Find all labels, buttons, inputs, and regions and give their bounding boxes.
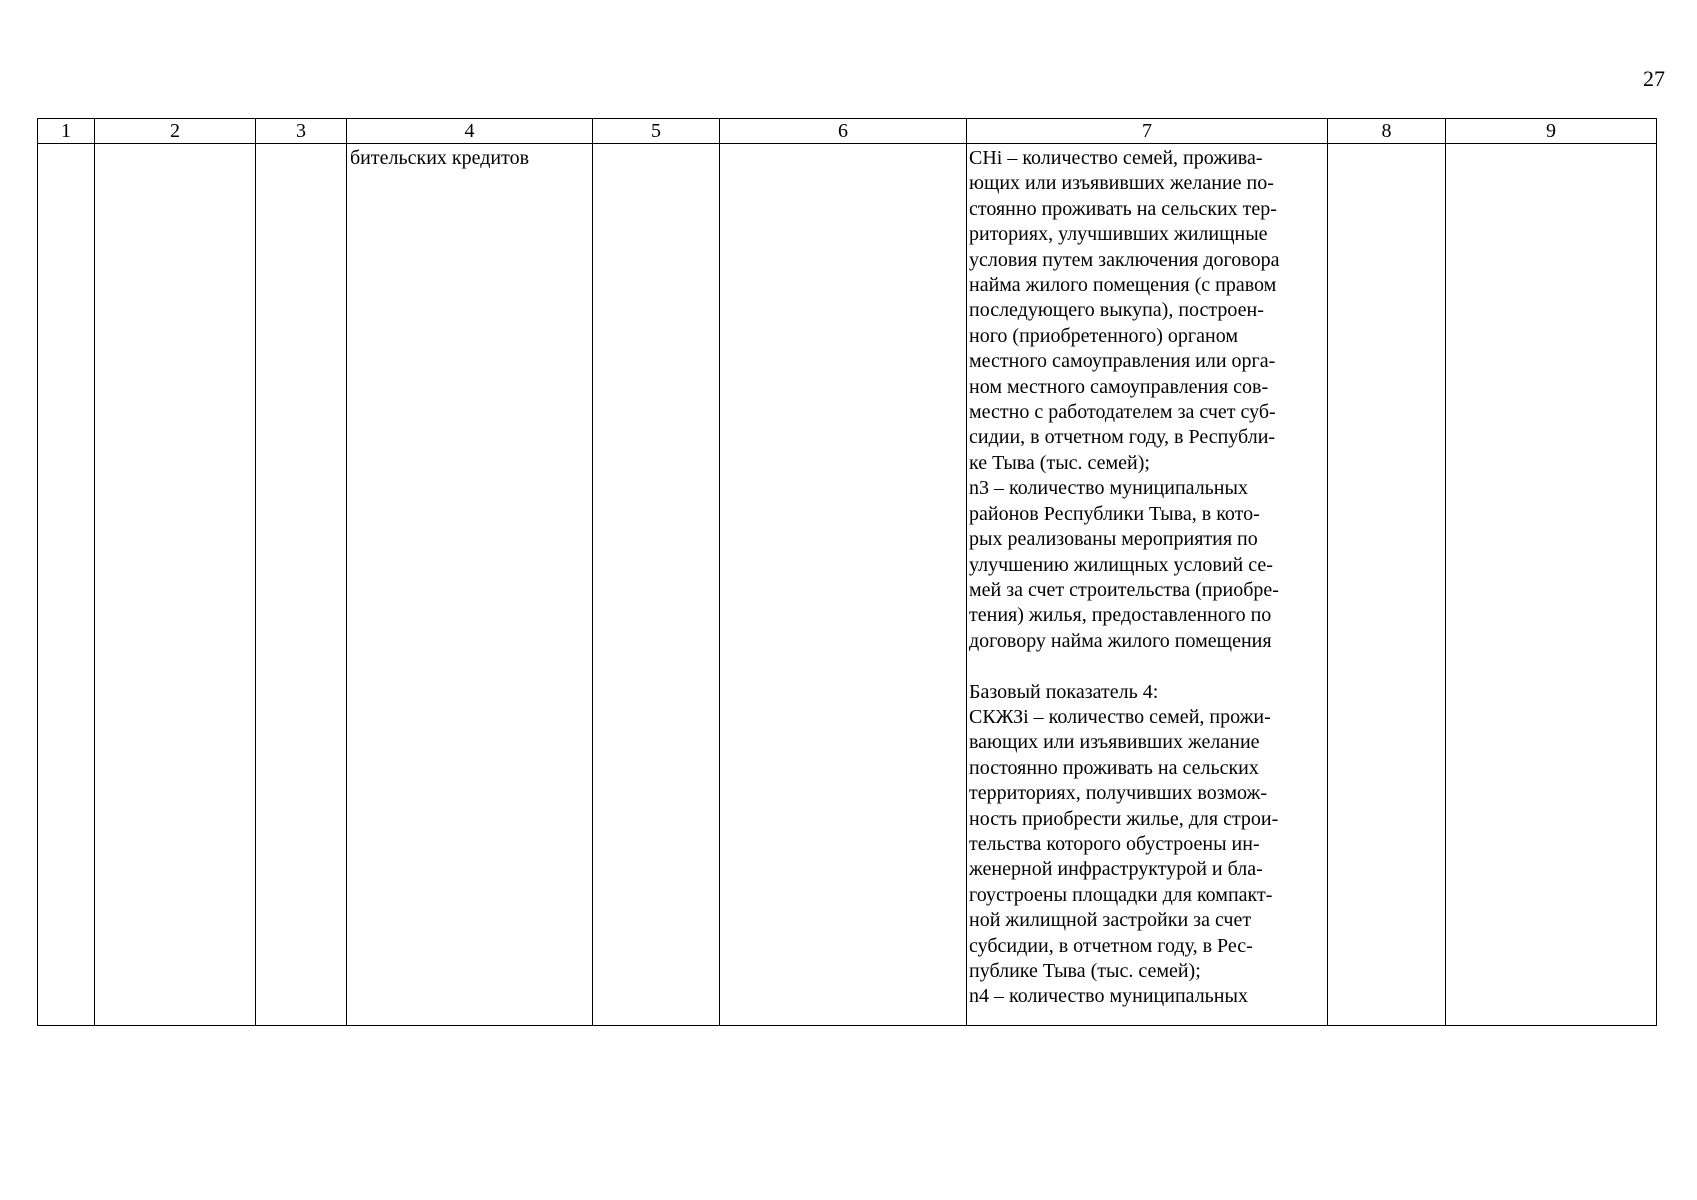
cell-col-4-text: бительских кредитов	[350, 147, 530, 169]
column-header-7: 7	[967, 119, 1328, 144]
column-header-3: 3	[256, 119, 347, 144]
table-row	[38, 144, 1657, 1026]
cell-col-5-text	[593, 144, 719, 146]
cell-col-2	[95, 144, 256, 1026]
column-header-2: 2	[95, 119, 256, 144]
cell-col-5	[593, 144, 720, 1026]
cell-col-9	[1446, 144, 1657, 1026]
cell-col-1-text	[38, 144, 94, 146]
cell-col-1	[38, 144, 95, 1026]
column-header-1: 1	[38, 119, 95, 144]
header-row	[38, 119, 1657, 144]
page-number: 27	[1643, 66, 1665, 91]
indicator-table	[37, 118, 1657, 1026]
cell-col-2-text	[95, 144, 255, 146]
column-header-4: 4	[347, 119, 593, 144]
column-header-5: 5	[593, 119, 720, 144]
cell-col-4	[347, 144, 593, 1026]
column-header-9: 9	[1446, 119, 1657, 144]
cell-col-9-text	[1446, 144, 1656, 146]
cell-col-6	[720, 144, 967, 1026]
cell-col-8-text	[1328, 144, 1445, 146]
cell-col-3	[256, 144, 347, 1026]
column-header-6: 6	[720, 119, 967, 144]
column-header-8: 8	[1328, 119, 1446, 144]
cell-col-7	[967, 144, 1328, 1026]
cell-col-3-text	[256, 144, 346, 146]
cell-col-8	[1328, 144, 1446, 1026]
cell-col-6-text	[720, 144, 966, 146]
cell-col-7-text: СНi – количество семей, прожива- ющих или изъявивших желание по- стоянно проживать на сельских тер- риториях, улучшивших жилищные условия путем заключения договора найма жилого помещения (с правом последующего выкупа), построен- ного (приобретенного) органом местного самоуправления или орга- ном местного самоуправления сов- местно с работодателем за счет суб- сидии, в отчетном году, в Республи- ке Тыва (тыс. семей); n3 – количество муниципальных районов Республики Тыва, в кото- рых реализованы мероприятия по улучшению жилищных условий се- мей за счет строительства (приобре- тения) жилья, предоставленного по договору найма жилого помещения Базовый показатель 4: СКЖЗi – количество семей, прожи- вающих или изъявивших желание постоянно проживать на сельских территориях, получивших возмож- ность приобрести жилье, для строи- тельства которого обустроены ин- женерной инфраструктурой и бла- гоустроены площадки для компакт- ной жилищной застройки за счет субсидии, в отчетном году, в Рес- публике Тыва (тыс. семей); n4 – количество муниципальных	[969, 147, 1280, 1008]
